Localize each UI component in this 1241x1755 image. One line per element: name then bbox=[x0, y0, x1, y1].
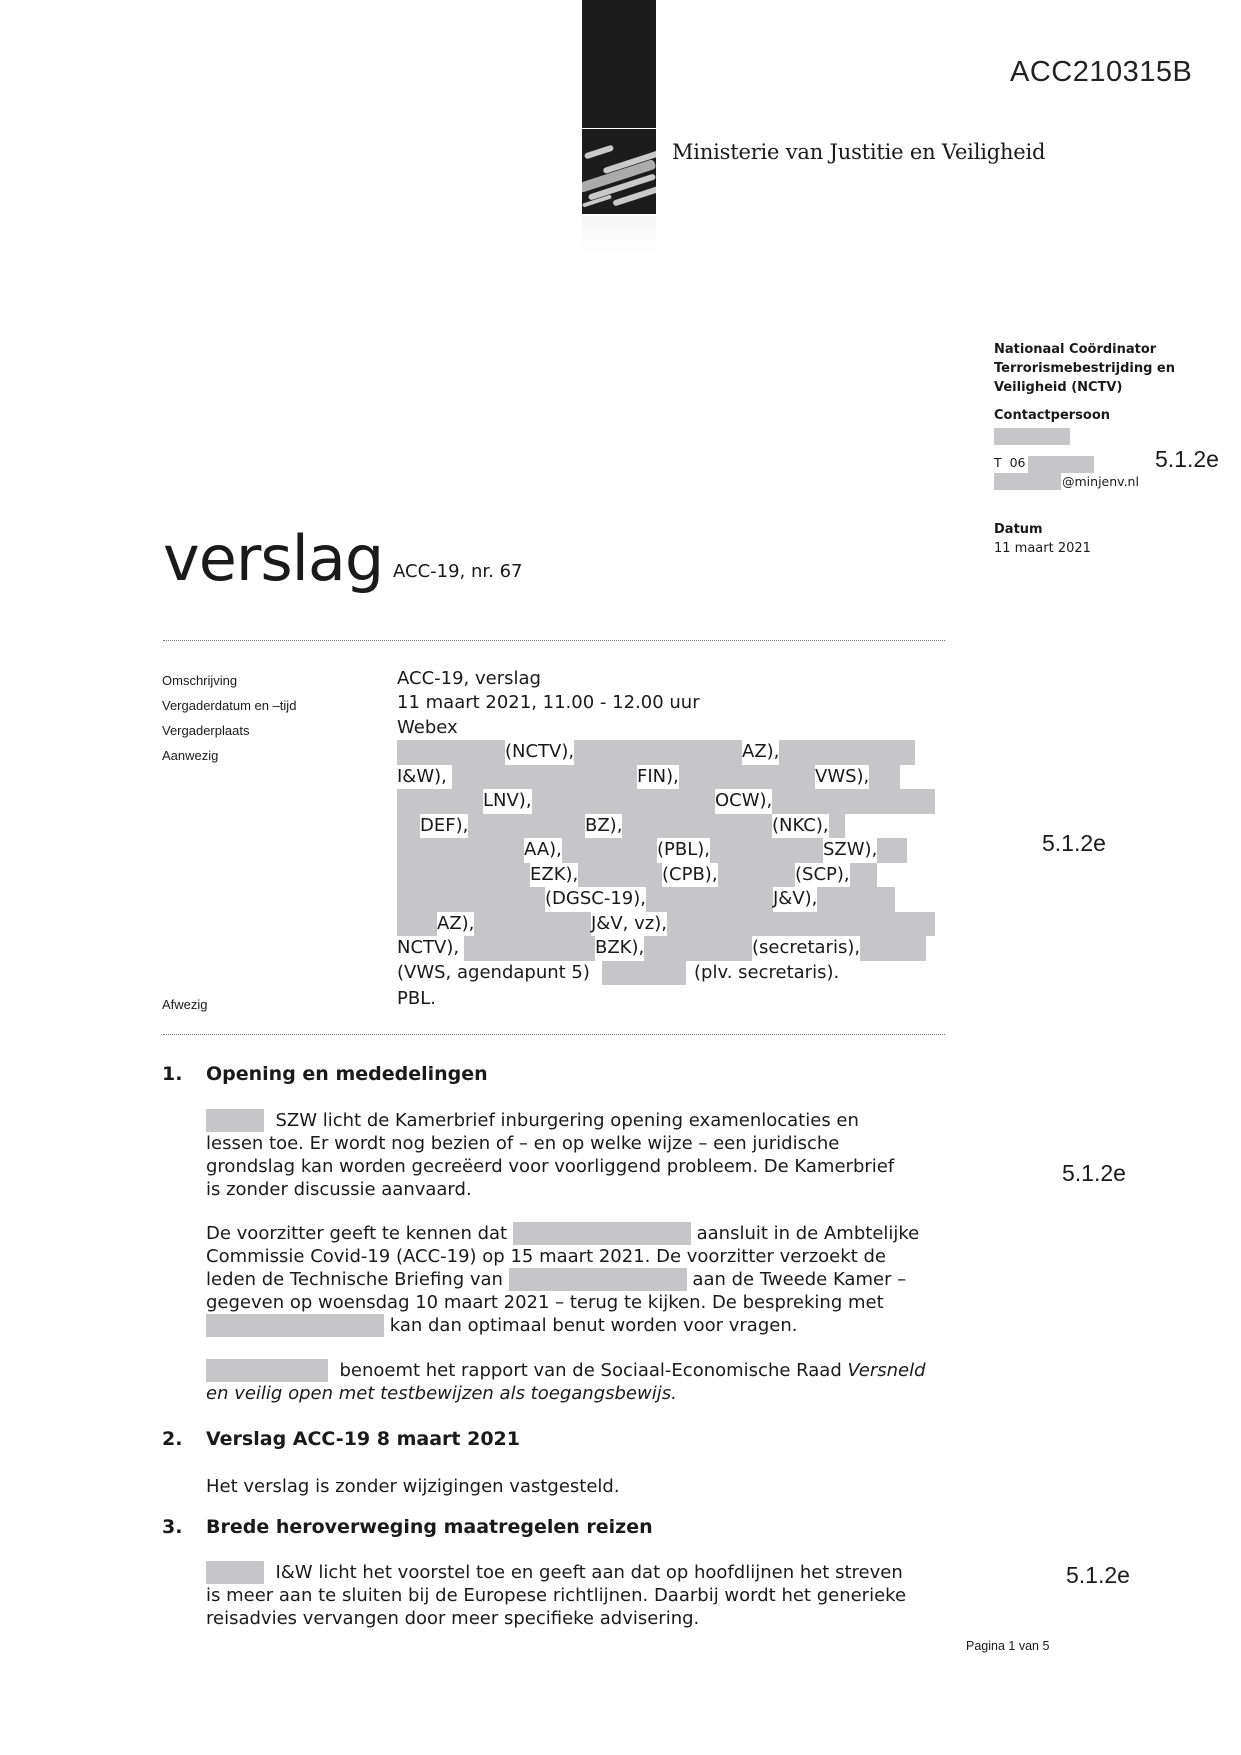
section-3-paragraph-1: I&W licht het voorstel toe en geeft aan dat op hoofdlijnen het streven is meer aan te sluiten bij de Europese richtlijnen. Daarbij wordt het generieke reisadvies vervangen door meer specifieke advisering. bbox=[206, 1562, 907, 1629]
redacted-contact-name bbox=[994, 428, 1070, 445]
attendees-list bbox=[397, 740, 937, 985]
sidebar-organisation bbox=[994, 340, 1175, 397]
section-number: 1. bbox=[162, 1063, 183, 1085]
logo-bar bbox=[582, 0, 656, 128]
divider bbox=[163, 1034, 945, 1035]
document-title: verslag bbox=[163, 522, 384, 595]
attendee-row: (DGSC-19), J&V), bbox=[397, 887, 937, 912]
section-number: 2. bbox=[162, 1428, 183, 1450]
contact-label: Contactpersoon bbox=[994, 408, 1111, 423]
ministry-name: Ministerie van Justitie en Veiligheid bbox=[672, 140, 1046, 164]
attendee-row: AZ), J&V, vz), bbox=[397, 912, 937, 937]
redaction-code-label: 5.1.2e bbox=[1066, 1562, 1130, 1588]
redacted-name bbox=[509, 1268, 687, 1291]
date-value: 11 maart 2021 bbox=[994, 541, 1091, 556]
attendee-row: (VWS, agendapunt 5) (plv. secretaris). bbox=[397, 961, 937, 986]
attendee-row: (NCTV), AZ), bbox=[397, 740, 937, 765]
ministry-emblem-logo bbox=[582, 129, 656, 214]
label-absent: Afwezig bbox=[162, 997, 208, 1012]
attendee-row: DEF), BZ), (NKC), bbox=[397, 814, 937, 839]
section-1-paragraph-1: SZW licht de Kamerbrief inburgering opening examenlocaties en lessen toe. Er wordt nog bezien of – en op welke wijze – een juridische grondslag kan worden gecreëerd voor voorliggend probleem. De Kamerbrief is zonder discussie aanvaard. bbox=[206, 1110, 895, 1200]
redacted-name bbox=[513, 1222, 691, 1245]
logo-shadow bbox=[582, 216, 656, 256]
redacted-name bbox=[206, 1314, 384, 1337]
attendee-row: LNV), OCW), bbox=[397, 789, 937, 814]
document-subtitle: ACC-19, nr. 67 bbox=[393, 561, 523, 582]
label-datetime: Vergaderdatum en –tijd bbox=[162, 698, 297, 713]
section-1-paragraph-3: benoemt het rapport van de Sociaal-Economische Raad Versneld en veilig open met testbewijzen als toegangsbewijs. bbox=[206, 1360, 926, 1404]
contact-email-domain: @minjenv.nl bbox=[1062, 474, 1139, 489]
section-number: 3. bbox=[162, 1516, 183, 1538]
section-1-paragraph-2: De voorzitter geeft te kennen dat aansluit in de Ambtelijke Commissie Covid-19 (ACC-19) op 15 maart 2021. De voorzitter verzoekt de leden de Technische Briefing van aan de Tweede Kamer – gegeven op woensdag 10 maart 2021 – terug te kijken. De bespreking met kan dan optimaal benut worden voor vragen. bbox=[206, 1223, 920, 1336]
attendee-row: EZK), (CPB), (SCP), bbox=[397, 863, 937, 888]
divider bbox=[163, 640, 945, 641]
meeting-location: Webex bbox=[397, 717, 458, 738]
attendee-row: I&W), FIN), VWS), bbox=[397, 765, 937, 790]
page-number: Pagina 1 van 5 bbox=[966, 1639, 1050, 1653]
section-title: Verslag ACC-19 8 maart 2021 bbox=[206, 1428, 520, 1450]
redacted-name bbox=[206, 1359, 328, 1382]
attendee-row: AA), (PBL), SZW), bbox=[397, 838, 937, 863]
redacted-name bbox=[206, 1561, 264, 1584]
org-line: Nationaal Coördinator bbox=[994, 342, 1157, 357]
meeting-description: ACC-19, verslag bbox=[397, 668, 541, 689]
section-title: Brede heroverweging maatregelen reizen bbox=[206, 1516, 653, 1538]
attendee-row: NCTV), BZK), (secretaris), bbox=[397, 936, 937, 961]
meeting-datetime: 11 maart 2021, 11.00 - 12.00 uur bbox=[397, 692, 700, 713]
meeting-absent: PBL. bbox=[397, 988, 436, 1009]
redaction-code-label: 5.1.2e bbox=[1155, 446, 1219, 472]
redacted-email-user bbox=[994, 473, 1061, 490]
section-2-paragraph-1: Het verslag is zonder wijzigingen vastgesteld. bbox=[206, 1476, 620, 1497]
label-present: Aanwezig bbox=[162, 748, 219, 763]
redaction-code-label: 5.1.2e bbox=[1042, 830, 1106, 856]
org-line: Veiligheid (NCTV) bbox=[994, 380, 1123, 395]
document-code: ACC210315B bbox=[1010, 56, 1193, 88]
contact-phone: T 06 bbox=[994, 455, 1026, 470]
date-label: Datum bbox=[994, 522, 1043, 537]
section-title: Opening en mededelingen bbox=[206, 1063, 488, 1085]
redaction-code-label: 5.1.2e bbox=[1062, 1160, 1126, 1186]
label-location: Vergaderplaats bbox=[162, 723, 250, 738]
label-description: Omschrijving bbox=[162, 673, 238, 688]
redacted-phone bbox=[1028, 456, 1094, 473]
redacted-name bbox=[206, 1109, 264, 1132]
org-line: Terrorismebestrijding en bbox=[994, 361, 1175, 376]
